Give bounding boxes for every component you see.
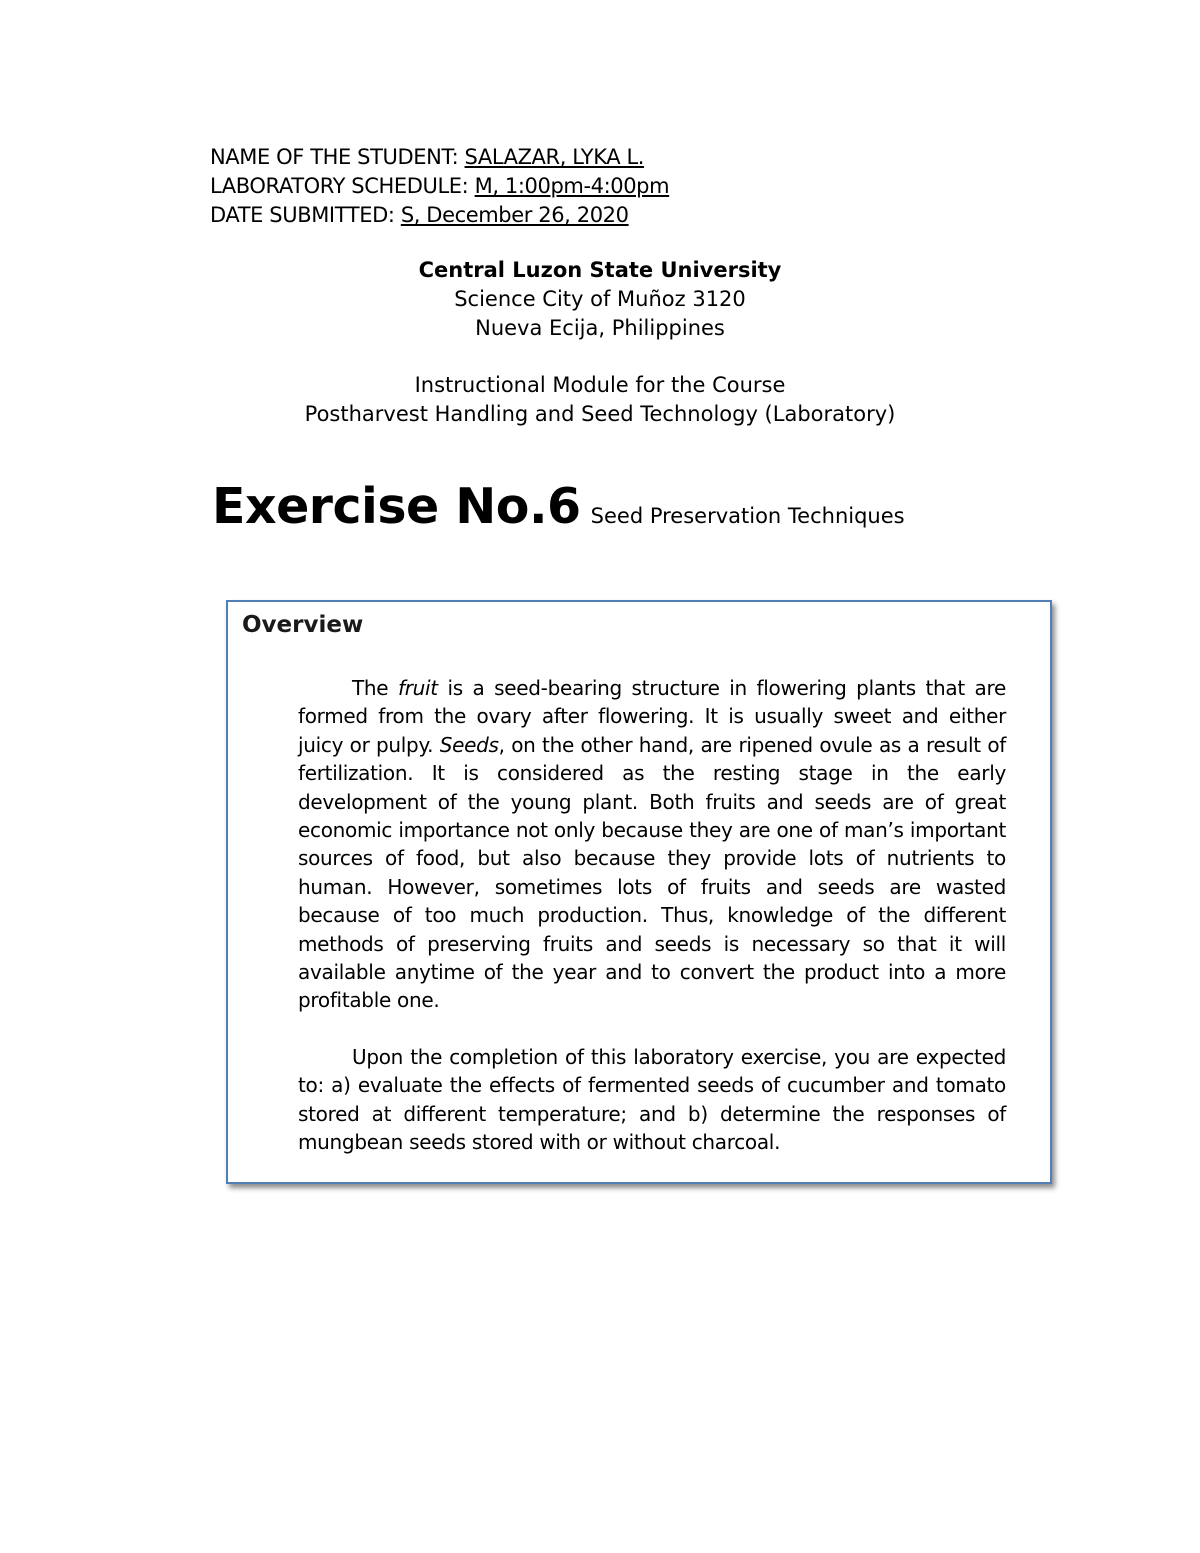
overview-heading: Overview [242, 612, 364, 638]
date-submitted-label: DATE SUBMITTED: [210, 203, 401, 227]
lab-schedule-label: LABORATORY SCHEDULE: [210, 174, 475, 198]
exercise-title: Exercise No.6 [212, 478, 581, 535]
lab-schedule-value: M, 1:00pm-4:00pm [474, 174, 670, 198]
module-line: Instructional Module for the Course [414, 373, 786, 397]
header-spacer [0, 343, 1200, 371]
university-city: Science City of Muñoz 3120 [454, 287, 746, 311]
date-submitted-value: S, December 26, 2020 [400, 203, 629, 227]
date-submitted-row [210, 201, 669, 230]
university-province: Nueva Ecija, Philippines [475, 316, 725, 340]
student-name-value: SALAZAR, LYKA L. [464, 145, 645, 169]
student-name-row [210, 143, 669, 172]
student-info [210, 143, 669, 230]
fruit-term: fruit [397, 676, 438, 700]
overview-p1-text-b: is a seed-bearing structure in flowering plants that are formed from the ovary after flowering. It is usually sweet and either juicy or pulpy. [298, 676, 1006, 757]
overview-p1-text-a: The [352, 676, 398, 700]
overview-body [298, 674, 1006, 1157]
institution-header [0, 256, 1200, 429]
course-name: Postharvest Handling and Seed Technology (Laboratory) [304, 402, 896, 426]
exercise-heading [212, 478, 905, 535]
university-name: Central Luzon State University [418, 258, 782, 282]
lab-schedule-row [210, 172, 669, 201]
overview-box [226, 600, 1052, 1184]
overview-p1-text-c: , on the other hand, are ripened ovule as a result of fertilization. It is considered as the resting stage in the early development of the young plant. Both fruits and seeds are of great economic importance not only because they are one of man’s important sources of food, but also because they provide lots of nutrients to human. However, sometimes lots of fruits and seeds are wasted because of too much production. Thus, knowledge of the different methods of preserving fruits and seeds is necessary so that it will available anytime of the year and to convert the product into a more profitable one. [298, 732, 1007, 1013]
overview-paragraph-1 [298, 674, 1006, 1015]
overview-paragraph-2: Upon the completion of this laboratory exercise, you are expected to: a) evaluate the effects of fermented seeds of cucumber and tomato stored at different temperature; and b) determine the responses of mungbean seeds stored with or without charcoal. [298, 1044, 1006, 1155]
seeds-term: Seeds [439, 732, 499, 757]
exercise-subtitle: Seed Preservation Techniques [590, 504, 905, 528]
student-name-label: NAME OF THE STUDENT: [210, 145, 465, 169]
